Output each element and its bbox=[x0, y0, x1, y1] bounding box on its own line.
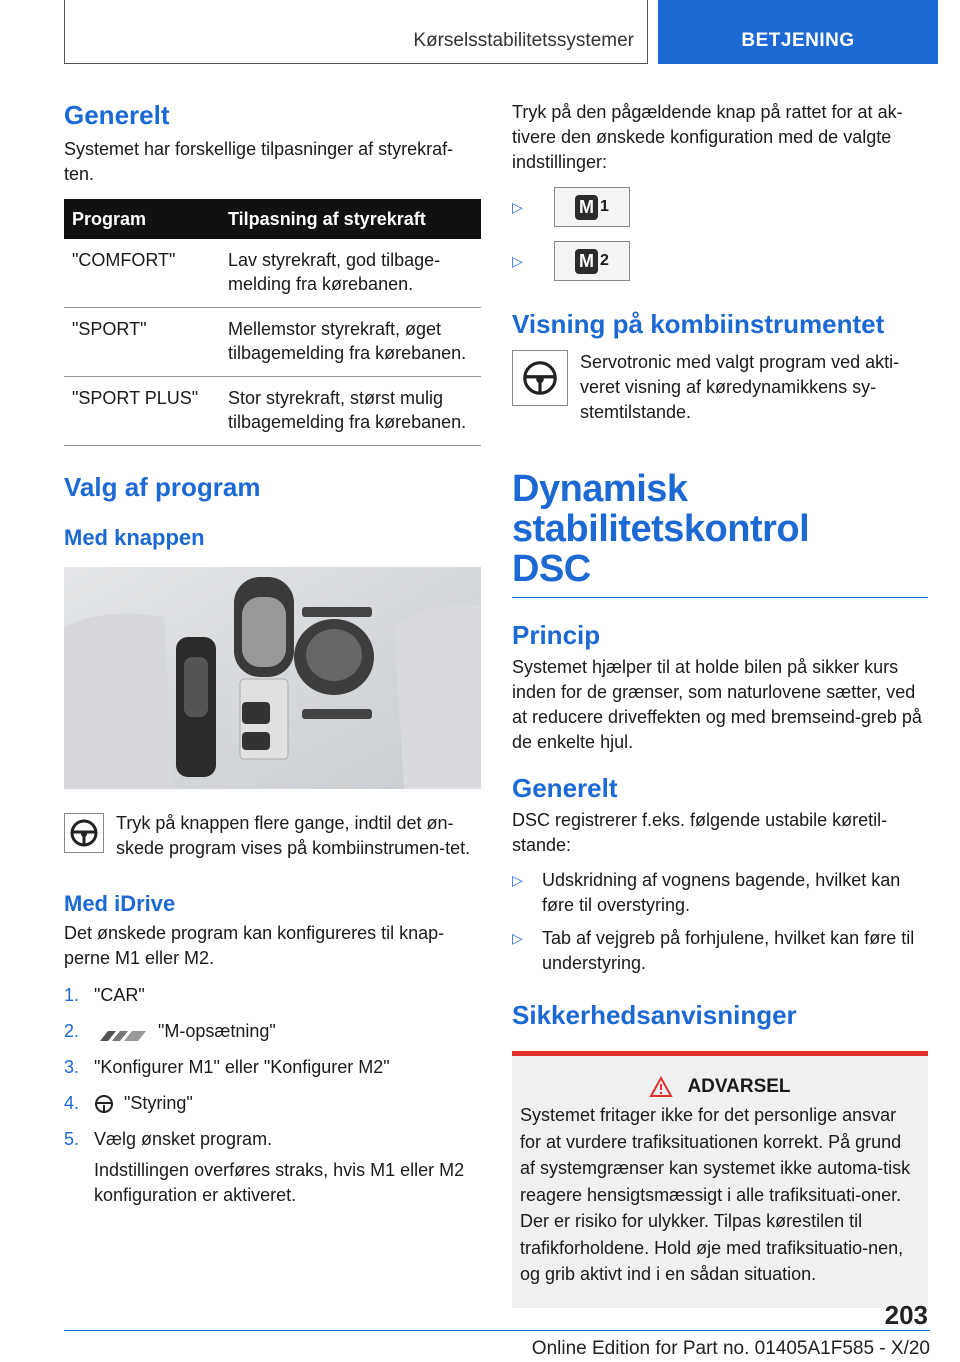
triangle-bullet: ▷ bbox=[512, 198, 523, 215]
steering-wheel-icon bbox=[512, 350, 568, 406]
list-item: ▷ Udskridning af vognens bagende, hvilket kan føre til overstyring. bbox=[512, 870, 901, 915]
intro-text: Tryk på den pågældende knap på rattet for at ak-tivere den ønskede konfiguration med de valgte indstillinger: bbox=[512, 102, 903, 172]
step-text: Vælg ønsket program. bbox=[94, 1129, 273, 1149]
step-text: "Konfigurer M1" eller "Konfigurer M2" bbox=[94, 1057, 390, 1077]
table-header-tilpasning: Tilpasning af styrekraft bbox=[220, 199, 481, 239]
table-row bbox=[64, 239, 481, 308]
table-cell: "SPORT" bbox=[64, 308, 220, 377]
bullet-text: Tab af vejgreb på forhjulene, hvilket kan føre til understyring. bbox=[542, 928, 915, 973]
center-console-photo bbox=[64, 567, 481, 789]
m-label: M bbox=[575, 249, 598, 274]
warning-title: ADVARSEL bbox=[687, 1076, 791, 1097]
bullet-text: Udskridning af vognens bagende, hvilket kan føre til overstyring. bbox=[542, 870, 901, 915]
sikkerhed-heading: Sikkerhedsanvisninger bbox=[512, 1000, 797, 1030]
step-text: "Styring" bbox=[124, 1093, 193, 1113]
step-number: 2. bbox=[64, 1021, 80, 1041]
chapter-tab[interactable]: BETJENING bbox=[658, 0, 938, 64]
step-text: "M-opsætning" bbox=[158, 1021, 276, 1041]
section-title: Kørselsstabilitetssystemer bbox=[413, 30, 634, 51]
list-item bbox=[64, 983, 481, 1008]
knappen-block bbox=[64, 811, 481, 861]
m-sup: 1 bbox=[600, 198, 609, 215]
step-text: "CAR" bbox=[94, 985, 145, 1005]
m1-row bbox=[512, 187, 928, 227]
dsc-heading-line2: DSC bbox=[512, 548, 591, 590]
knappen-text: Tryk på knappen flere gange, indtil det øn-skede program vises på kombiinstrumen-tet. bbox=[116, 813, 471, 858]
list-item bbox=[64, 1127, 481, 1152]
left-column bbox=[64, 100, 481, 1208]
generelt-heading: Generelt bbox=[64, 100, 170, 130]
table-cell: Mellemstor styrekraft, øget tilbagemelding fra kørebanen. bbox=[220, 308, 481, 377]
m1-button-icon bbox=[554, 187, 630, 227]
edition-text: Online Edition for Part no. 01405A1F585 - X/20 bbox=[531, 1338, 930, 1359]
idrive-text: Det ønskede program kan konfigureres til knap-perne M1 eller M2. bbox=[64, 923, 445, 968]
footer-divider bbox=[64, 1330, 930, 1331]
m-label: M bbox=[575, 195, 598, 220]
warning-box bbox=[512, 1051, 928, 1308]
list-item bbox=[64, 1019, 481, 1044]
right-column bbox=[512, 100, 928, 1308]
visning-block bbox=[512, 350, 928, 425]
dsc-heading bbox=[512, 469, 928, 589]
warning-title-row bbox=[520, 1076, 920, 1098]
step-number: 1. bbox=[64, 985, 80, 1005]
steering-wheel-icon bbox=[94, 1094, 114, 1114]
m2-button-icon bbox=[554, 241, 630, 281]
dsc-bullet-list bbox=[512, 868, 928, 976]
dsc-divider bbox=[512, 597, 928, 598]
triangle-bullet: ▷ bbox=[512, 252, 523, 269]
step-number: 4. bbox=[64, 1093, 80, 1113]
warning-triangle-icon bbox=[649, 1076, 673, 1098]
idrive-heading: Med iDrive bbox=[64, 891, 176, 916]
m2-row bbox=[512, 241, 928, 281]
step5-note: Indstillingen overføres straks, hvis M1 eller M2 konfiguration er aktiveret. bbox=[94, 1160, 465, 1205]
list-item bbox=[64, 1055, 481, 1080]
table-header-program: Program bbox=[64, 199, 220, 239]
dsc-heading-line1: Dynamisk stabilitetskontrol bbox=[512, 468, 810, 550]
table-cell: "SPORT PLUS" bbox=[64, 377, 220, 446]
table-row bbox=[64, 308, 481, 377]
princip-text: Systemet hjælper til at holde bilen på sikker kurs inden for de grænser, som naturlovene sætter, ved at reducere driveffekten og med bremseind-greb på de enkelte hjul. bbox=[512, 657, 922, 752]
visning-text: Servotronic med valgt program ved akti-veret visning af køredynamikkens sy-stemtilstande. bbox=[580, 352, 900, 422]
princip-heading: Princip bbox=[512, 620, 601, 650]
steering-wheel-icon bbox=[64, 813, 104, 853]
valg-heading: Valg af program bbox=[64, 472, 261, 502]
page-number: 203 bbox=[884, 1300, 928, 1330]
m-sport-stripes-icon bbox=[94, 1025, 148, 1039]
idrive-steps bbox=[64, 983, 481, 1152]
warning-text: Systemet fritager ikke for det personlige ansvar for at vurdere trafiksituationen korrekt. På grund af systemgrænser kan systemet ikke automa-tisk reagere hensigtsmæssigt i alle trafiksituati-oner. Der er risiko for ulykker. Tilpas kørestilen til trafikforholdene. Hold øje med trafiksituatio-nen, og grib aktivt ind i en sådan situation. bbox=[520, 1105, 911, 1284]
step-number: 5. bbox=[64, 1129, 80, 1149]
m-sup: 2 bbox=[600, 252, 609, 269]
generelt-text: Systemet har forskellige tilpasninger af styrekraf-ten. bbox=[64, 139, 454, 184]
table-cell: "COMFORT" bbox=[64, 239, 220, 308]
generelt-heading-right: Generelt bbox=[512, 773, 618, 803]
knappen-heading: Med knappen bbox=[64, 525, 205, 550]
table-cell: Lav styrekraft, god tilbage-melding fra kørebanen. bbox=[220, 239, 481, 308]
step-number: 3. bbox=[64, 1057, 80, 1077]
generelt-text-right: DSC registrerer f.eks. følgende ustabile køretil-stande: bbox=[512, 810, 888, 855]
steering-table bbox=[64, 199, 481, 446]
visning-heading: Visning på kombiinstrumentet bbox=[512, 309, 885, 339]
table-row bbox=[64, 377, 481, 446]
table-cell: Stor styrekraft, størst mulig tilbagemelding fra kørebanen. bbox=[220, 377, 481, 446]
list-item: ▷ Tab af vejgreb på forhjulene, hvilket kan føre til understyring. bbox=[512, 928, 915, 973]
list-item bbox=[64, 1091, 481, 1116]
